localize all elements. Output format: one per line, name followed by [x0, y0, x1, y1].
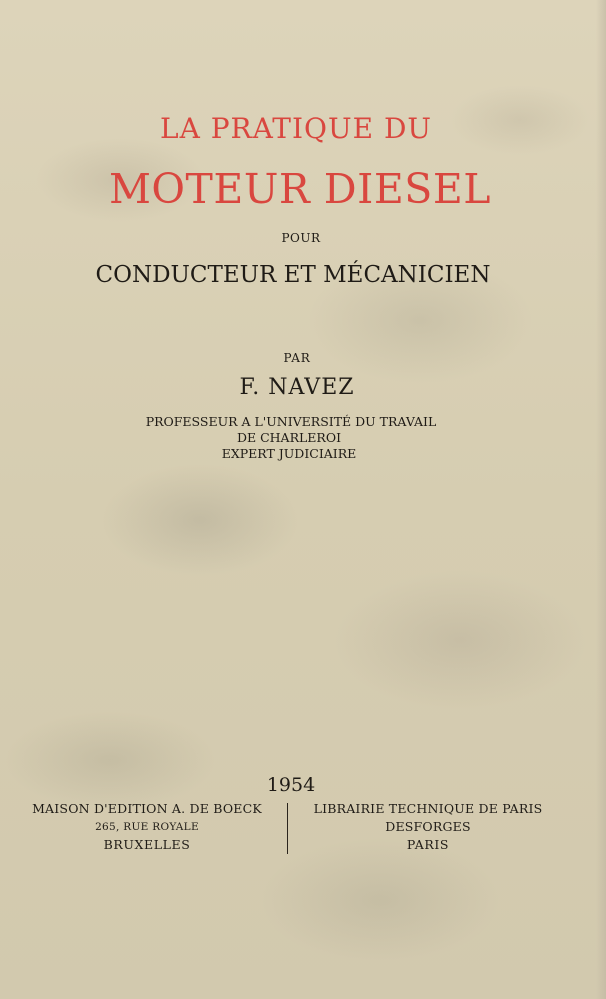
publisher-right [306, 800, 550, 854]
publisher-right-city: PARIS [406, 837, 450, 852]
publisher-left-address: 265, RUE ROYALE [95, 821, 199, 833]
author-affiliation-1: PROFESSEUR A L'UNIVERSITÉ DU TRAVAIL [145, 414, 437, 429]
title-line-2: MOTEUR DIESEL [108, 165, 492, 213]
publisher-divider [287, 803, 288, 854]
author-affiliation-2: DE CHARLEROI [236, 430, 342, 445]
publisher-left-city: BRUXELLES [103, 837, 191, 852]
publisher-right-publisher: DESFORGES [385, 819, 471, 834]
title-pour: POUR [281, 231, 321, 245]
author-affiliation-3: EXPERT JUDICIAIRE [221, 446, 357, 461]
publisher-left-name: MAISON D'EDITION A. DE BOECK [32, 801, 262, 816]
publication-year: 1954 [266, 774, 316, 796]
author-par: PAR [283, 351, 311, 365]
title-line-1: LA PRATIQUE DU [159, 112, 432, 145]
publisher-right-name: LIBRAIRIE TECHNIQUE DE PARIS [313, 801, 543, 816]
title-line-3: CONDUCTEUR ET MÉCANICIEN [95, 262, 491, 288]
publisher-left [28, 800, 266, 854]
author-name: F. NAVEZ [239, 375, 355, 400]
